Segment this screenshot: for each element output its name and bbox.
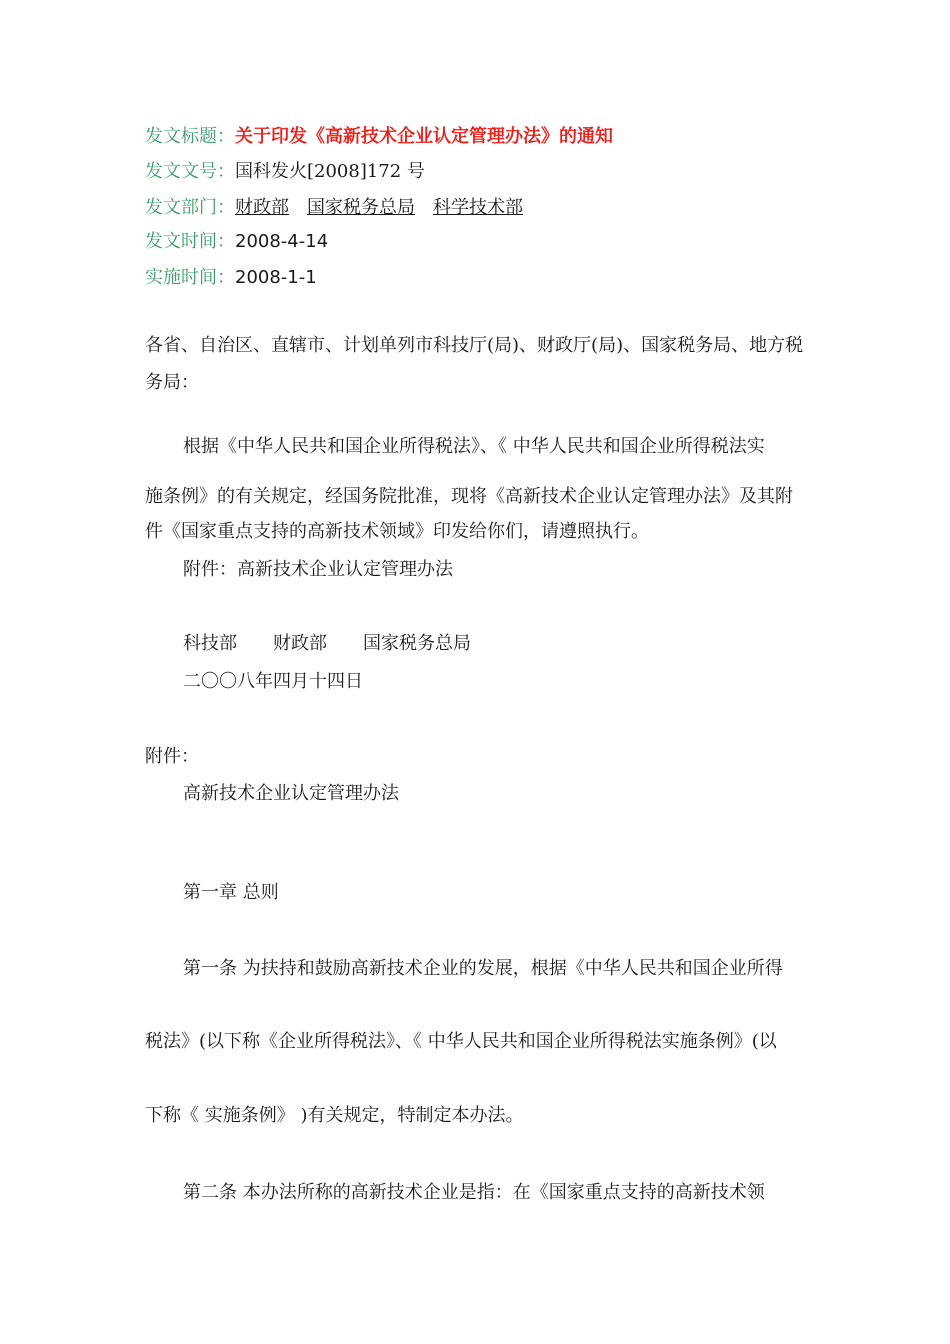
article1-line-1: 第一条 为扶持和鼓励高新技术企业的发展，根据《中华人民共和国企业所得	[183, 958, 783, 979]
doc-title: 关于印发《高新技术企业认定管理办法》的通知	[235, 126, 613, 147]
addressee-line-2: 务局：	[145, 372, 199, 393]
article1-line-3: 下称《 实施条例》 )有关规定，特制定本办法。	[145, 1105, 524, 1126]
attachment-note: 附件：高新技术企业认定管理办法	[183, 559, 453, 580]
doc-issue-label: 发文时间：	[145, 231, 235, 252]
para1-line-3: 件《国家重点支持的高新技术领域》印发给你们，请遵照执行。	[145, 521, 649, 542]
signer-3: 国家税务总局	[363, 633, 471, 654]
doc-dept-label: 发文部门：	[145, 197, 235, 218]
doc-title-label: 发文标题：	[145, 126, 235, 147]
doc-title-row	[145, 125, 613, 149]
dept-link-finance[interactable]: 财政部	[235, 197, 289, 218]
para1-line-2: 施条例》的有关规定，经国务院批准，现将《高新技术企业认定管理办法》及其附	[145, 486, 793, 507]
signer-1: 科技部	[183, 633, 237, 654]
doc-effective-row	[145, 266, 317, 290]
dept-link-tax[interactable]: 国家税务总局	[307, 197, 415, 218]
dept-link-science[interactable]: 科学技术部	[433, 197, 523, 218]
doc-dept-row	[145, 196, 523, 220]
attachment-heading: 附件：	[145, 746, 199, 767]
doc-number-label: 发文文号：	[145, 161, 235, 182]
signing-date: 二〇〇八年四月十四日	[183, 671, 363, 692]
article2-line-1: 第二条 本办法所称的高新技术企业是指：在《国家重点支持的高新技术领	[183, 1182, 765, 1203]
doc-issue-date: 2008-4-14	[235, 231, 329, 252]
doc-number-row	[145, 160, 425, 184]
para1-line-1: 根据《中华人民共和国企业所得税法》、《 中华人民共和国企业所得税法实	[183, 436, 765, 457]
doc-number: 国科发火[2008]172 号	[235, 161, 425, 182]
addressee-line-1: 各省、自治区、直辖市、计划单列市科技厅(局)、财政厅(局)、国家税务局、地方税	[145, 335, 804, 356]
article1-line-2: 税法》(以下称《企业所得税法》、《 中华人民共和国企业所得税法实施条例》(以	[145, 1031, 777, 1052]
doc-effective-date: 2008-1-1	[235, 267, 317, 288]
doc-issue-row	[145, 230, 328, 254]
attachment-title: 高新技术企业认定管理办法	[183, 783, 399, 804]
signer-2: 财政部	[273, 633, 327, 654]
chapter-heading: 第一章 总则	[183, 882, 279, 903]
doc-effective-label: 实施时间：	[145, 267, 235, 288]
signers-row	[183, 632, 507, 656]
